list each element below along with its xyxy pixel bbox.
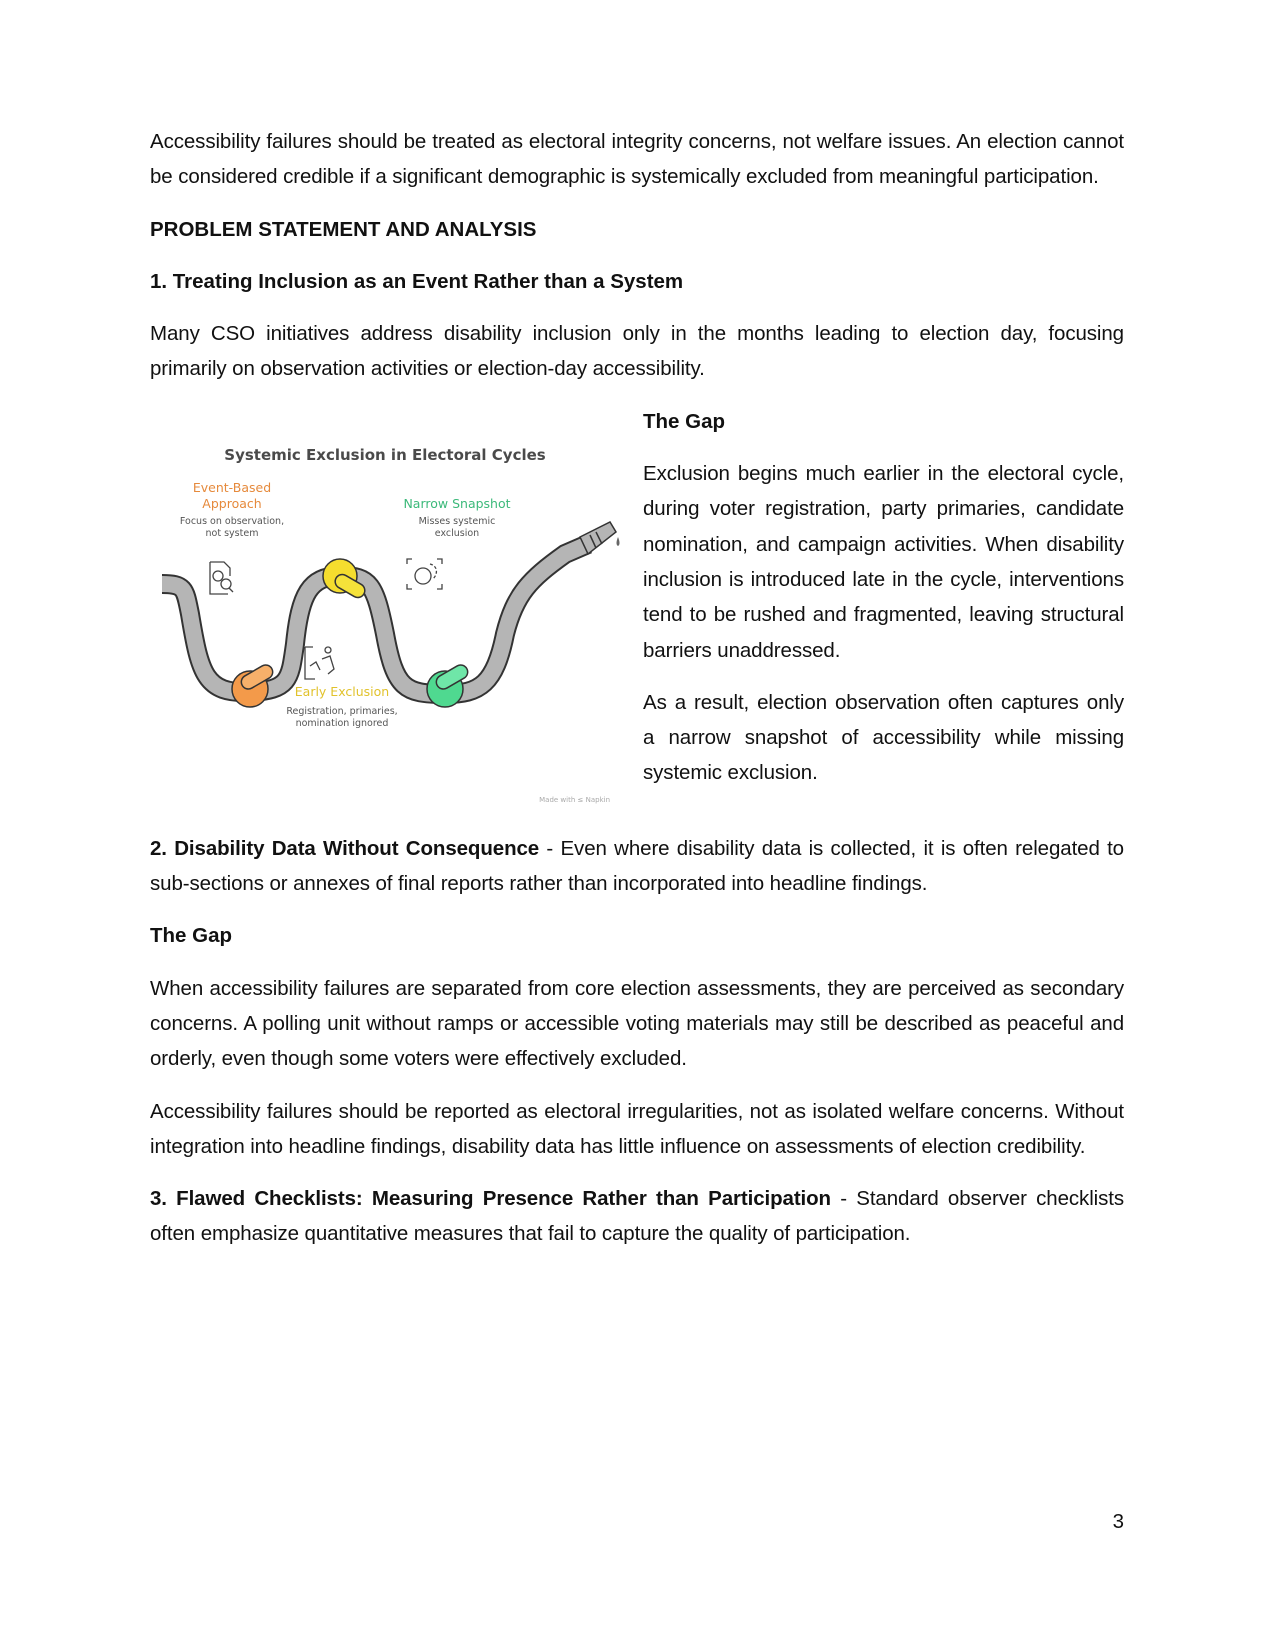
- problem2-paragraph: [150, 831, 1124, 902]
- diagram-desc-early-exclusion: Registration, primaries, nomination ignored: [286, 705, 398, 730]
- problem1-gap-paragraph-1: Exclusion begins much earlier in the electoral cycle, during voter registration, party primaries, candidate nomination, and campaign activities. When disability inclusion is introduced late in the cycle, interventions tend to be rushed and fragmented, leaving structural barriers unaddressed.: [643, 462, 1124, 662]
- focus-frame-icon: [407, 559, 442, 589]
- hose-body: [162, 544, 588, 694]
- napkin-watermark: Made with ≤ Napkin: [539, 795, 610, 804]
- diagram-label-event-based: Event-Based Approach: [192, 479, 272, 511]
- problem3-separator: -: [830, 1187, 857, 1211]
- fall-person-icon: [305, 647, 334, 679]
- problem3-paragraph: [150, 1181, 1124, 1252]
- diagram-title: Systemic Exclusion in Electoral Cycles: [224, 445, 546, 464]
- problem1-gap-heading: The Gap: [643, 409, 726, 433]
- problem2-gap-heading: The Gap: [150, 924, 233, 948]
- problem2-text: Even where disability data is collected, it is often relegated to sub-sections or annexes of final reports rather than incorporated into headline findings.: [150, 836, 1124, 896]
- systemic-exclusion-diagram: [150, 404, 620, 814]
- problem2-gap-paragraph-2: Accessibility failures should be reported as electoral irregularities, not as isolated welfare concerns. Without integration into headline findings, disability data has little influence on assessments of election credibility.: [150, 1099, 1124, 1158]
- intro-paragraph: Accessibility failures should be treated as electoral integrity concerns, not welfare issues. An election cannot be considered credible if a significant demographic is systemically excluded from meaningful participation.: [150, 130, 1124, 189]
- problem2-heading: 2. Disability Data Without Consequence: [150, 836, 540, 860]
- diagram-label-early-exclusion: Early Exclusion: [294, 683, 390, 699]
- problem3-text: Standard observer checklists often emphasize quantitative measures that fail to capture the quality of participation.: [150, 1187, 1124, 1246]
- problem2-gap-paragraph-1: When accessibility failures are separated from core election assessments, they are perceived as secondary concerns. A polling unit without ramps or accessible voting materials may still be described as peaceful and orderly, even though some voters were effectively excluded.: [150, 976, 1124, 1071]
- diagram-desc-narrow-snapshot: Misses systemic exclusion: [418, 515, 496, 540]
- diagram-label-narrow-snapshot: Narrow Snapshot: [403, 495, 511, 511]
- problem3-heading: 3. Flawed Checklists: Measuring Presence Rather than Participation: [150, 1187, 831, 1211]
- nozzle-icon: [580, 522, 620, 554]
- problem1-heading: 1. Treating Inclusion as an Event Rather than a System: [150, 269, 684, 293]
- hose-graphic: [150, 404, 620, 814]
- problem1-paragraph: Many CSO initiatives address disability inclusion only in the months leading to election day, focusing primarily on observation activities or election-day accessibility.: [150, 322, 1124, 381]
- document-search-icon: [210, 562, 233, 594]
- page-number: 3: [1112, 1510, 1124, 1533]
- problem2-separator: -: [539, 836, 561, 860]
- problem1-two-column: [150, 404, 1124, 814]
- section-title: PROBLEM STATEMENT AND ANALYSIS: [150, 217, 537, 241]
- diagram-figure: [150, 404, 620, 814]
- document-page: [150, 124, 1124, 1269]
- problem1-gap-paragraph-2: As a result, election observation often captures only a narrow snapshot of accessibility while missing systemic exclusion.: [643, 690, 1124, 785]
- problem1-gap-column: [643, 404, 1124, 791]
- diagram-desc-event-based: Focus on observation, not system: [179, 515, 285, 540]
